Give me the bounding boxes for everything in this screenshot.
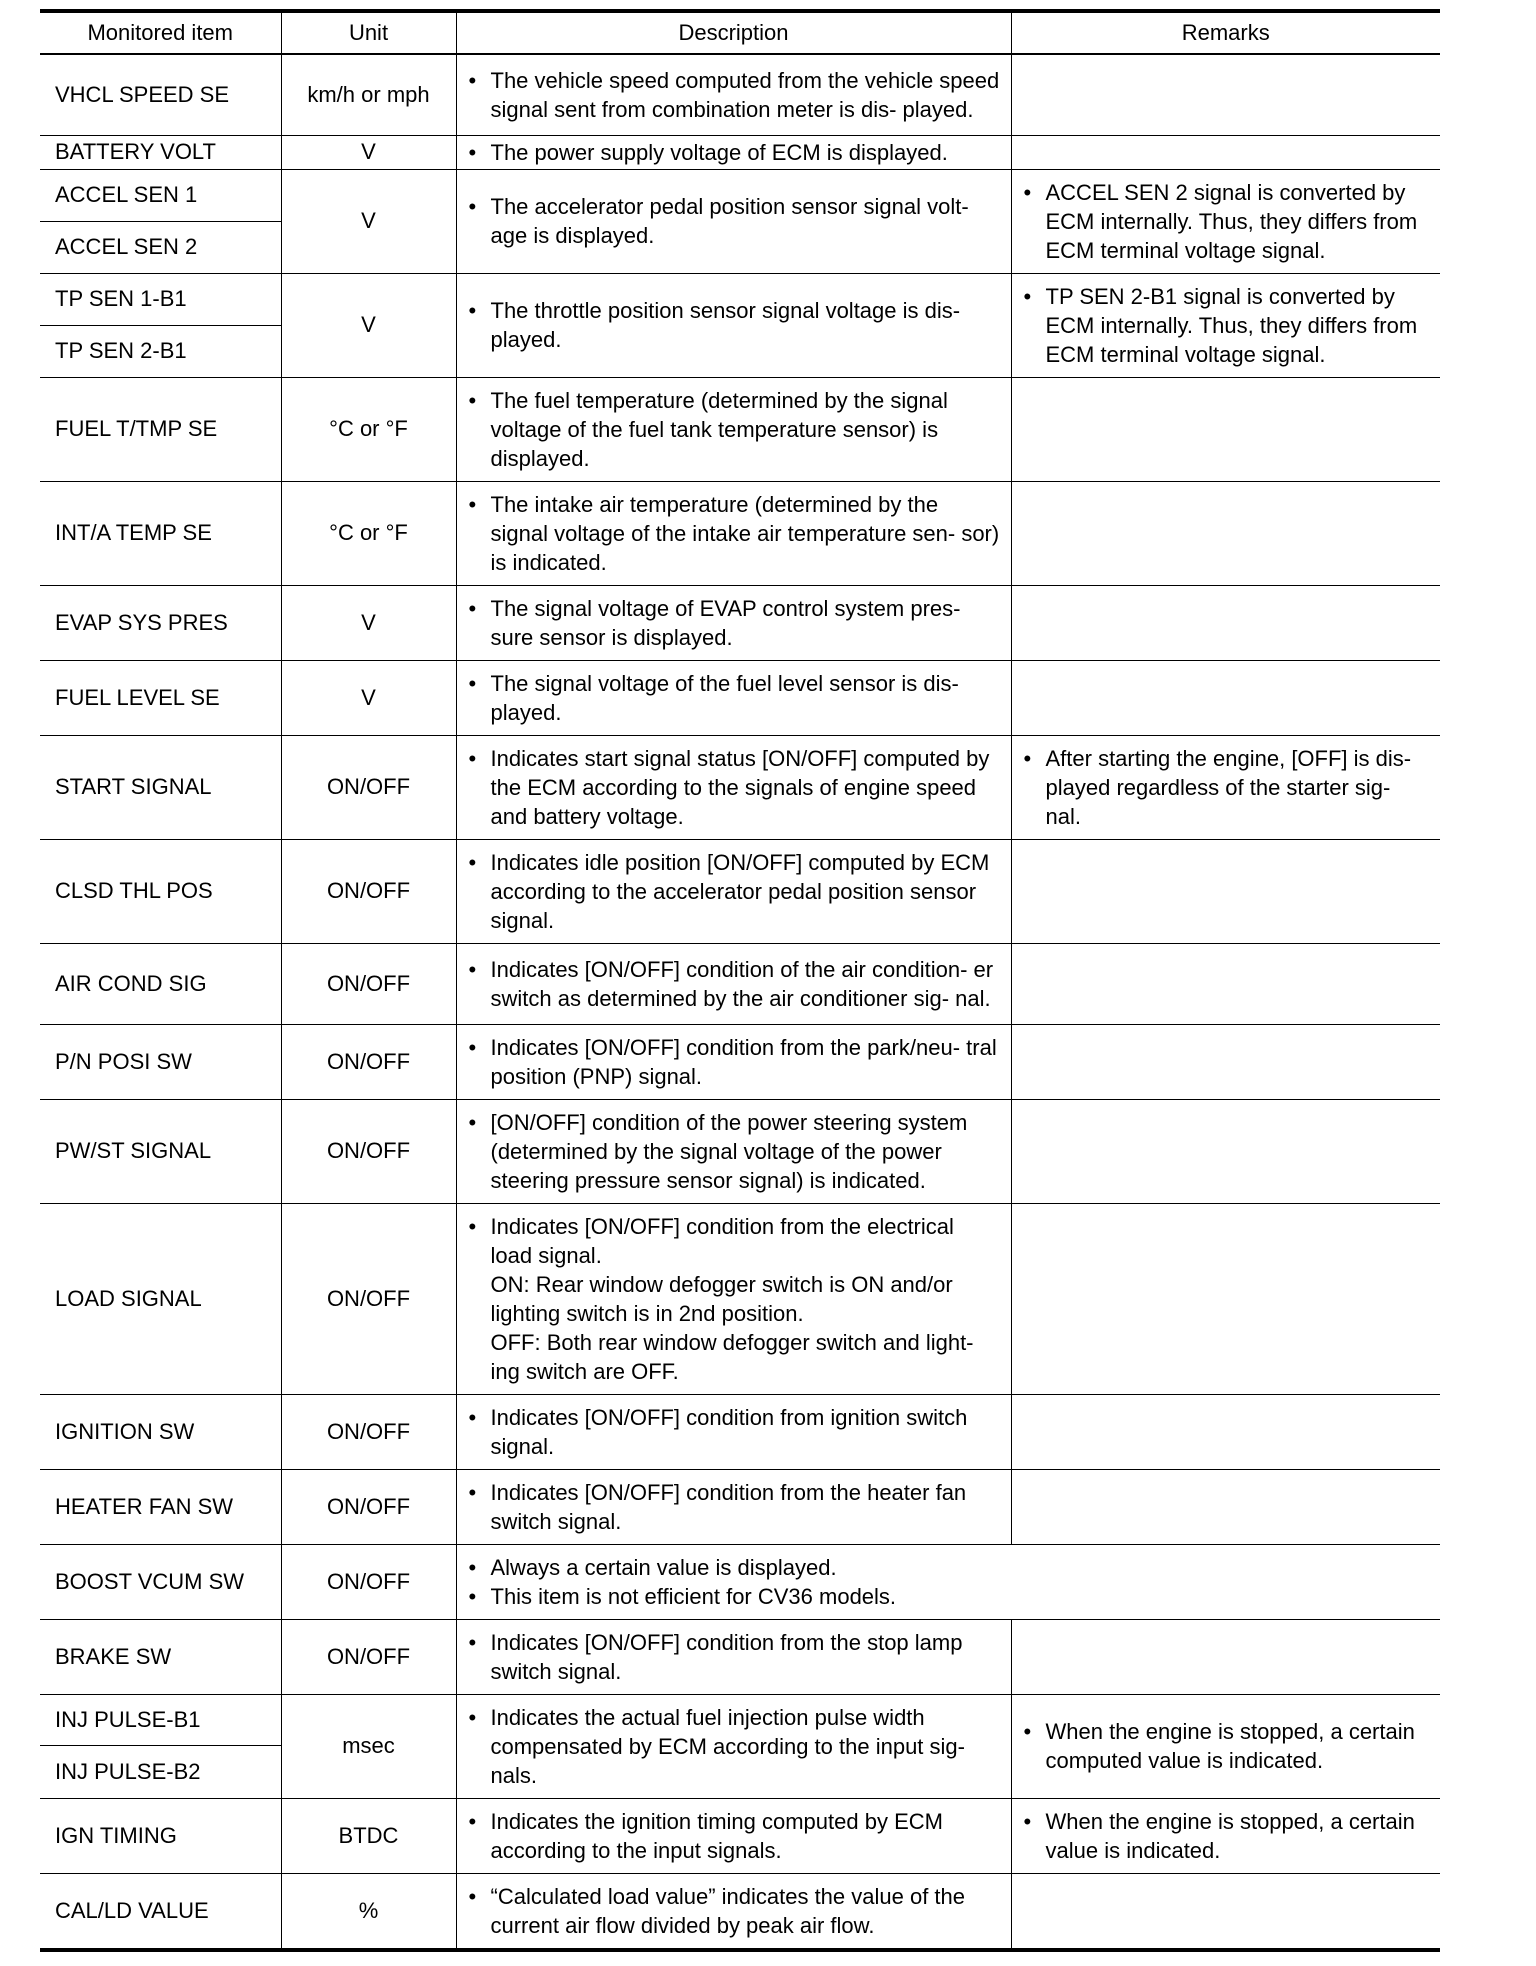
description-text <box>491 1212 1001 1386</box>
header-monitored-item: Monitored item <box>40 11 281 54</box>
header-row <box>40 11 1440 54</box>
item-cell: BOOST VCUM SW <box>40 1544 281 1619</box>
table-row <box>40 1544 1440 1619</box>
unit-cell: ON/OFF <box>281 943 456 1024</box>
item-cell: IGN TIMING <box>40 1798 281 1873</box>
header-unit: Unit <box>281 11 456 54</box>
bullet: • <box>1023 745 1032 771</box>
remarks-cell <box>1011 135 1440 169</box>
unit-cell: % <box>281 1873 456 1950</box>
table-row <box>40 135 1440 169</box>
item-cell: BRAKE SW <box>40 1619 281 1694</box>
table-row <box>40 481 1440 585</box>
item-cell: TP SEN 1-B1 <box>40 273 281 325</box>
description-main: Indicates [ON/OFF] condition from the electrical load signal. <box>490 1213 954 1268</box>
bullet: • <box>468 1704 477 1730</box>
monitor-item-table <box>40 9 1440 1952</box>
item-cell: FUEL T/TMP SE <box>40 377 281 481</box>
item-cell: CAL/LD VALUE <box>40 1873 281 1950</box>
item-cell: ACCEL SEN 1 <box>40 169 281 221</box>
bullet: • <box>468 1629 477 1655</box>
table-row <box>40 1099 1440 1203</box>
item-cell: P/N POSI SW <box>40 1024 281 1099</box>
item-cell: AIR COND SIG <box>40 943 281 1024</box>
table-row <box>40 839 1440 943</box>
description-cell <box>456 839 1011 943</box>
description-cell <box>456 1619 1011 1694</box>
remarks-cell <box>1011 1694 1440 1798</box>
bullet: • <box>468 670 477 696</box>
unit-cell: ON/OFF <box>281 1203 456 1394</box>
description-off-state: OFF: Both rear window defogger switch and light- ing switch are OFF. <box>490 1329 974 1384</box>
description-cell <box>456 1394 1011 1469</box>
description-text: “Calculated load value” indicates the value of the current air flow divided by peak air flow. <box>490 1883 966 1938</box>
description-cell <box>456 54 1011 135</box>
item-cell: CLSD THL POS <box>40 839 281 943</box>
unit-cell: V <box>281 585 456 660</box>
remarks-text: After starting the engine, [OFF] is dis- played regardless of the starter sig- nal. <box>1045 745 1412 829</box>
table-row <box>40 1619 1440 1694</box>
item-cell: INJ PULSE-B2 <box>40 1745 281 1798</box>
description-text: Indicates [ON/OFF] condition from the stop lamp switch signal. <box>490 1629 963 1684</box>
description-text: The intake air temperature (determined by the signal voltage of the intake air temperature sen- sor) is indicated. <box>490 491 1000 575</box>
description-cell <box>456 1798 1011 1873</box>
bullet: • <box>468 1213 477 1239</box>
description-text: Indicates the ignition timing computed by ECM according to the input signals. <box>490 1808 943 1863</box>
item-cell: EVAP SYS PRES <box>40 585 281 660</box>
description-cell <box>456 1203 1011 1394</box>
description-text: Indicates [ON/OFF] condition from the park/neu- tral position (PNP) signal. <box>490 1034 997 1089</box>
table-row <box>40 273 1440 325</box>
bullet: • <box>1023 179 1032 205</box>
bullet: • <box>468 298 477 323</box>
description-cell <box>456 135 1011 169</box>
description-text: The signal voltage of EVAP control system pres- sure sensor is displayed. <box>490 595 961 650</box>
bullet: • <box>468 1554 477 1580</box>
unit-cell: ON/OFF <box>281 1394 456 1469</box>
remarks-cell <box>1011 1873 1440 1950</box>
unit-cell: V <box>281 135 456 169</box>
bullet: • <box>468 67 477 93</box>
remarks-cell <box>1011 660 1440 735</box>
description-cell <box>456 585 1011 660</box>
table-row <box>40 585 1440 660</box>
bullet: • <box>468 745 477 771</box>
item-cell: START SIGNAL <box>40 735 281 839</box>
bullet: • <box>468 1109 477 1135</box>
remarks-cell <box>1011 1619 1440 1694</box>
remarks-text: TP SEN 2-B1 signal is converted by ECM internally. Thus, they differs from ECM terminal voltage signal. <box>1045 283 1418 367</box>
description-text: This item is not efficient for CV36 models. <box>490 1583 897 1609</box>
description-text: Indicates [ON/OFF] condition from the heater fan switch signal. <box>490 1479 967 1534</box>
bullet: • <box>468 1479 477 1505</box>
bullet: • <box>468 139 477 165</box>
description-text: The fuel temperature (determined by the signal voltage of the fuel tank temperature sensor) is displayed. <box>490 387 948 471</box>
description-cell <box>456 273 1011 377</box>
bullet: • <box>1023 1808 1032 1834</box>
bullet: • <box>468 1808 477 1834</box>
unit-cell: ON/OFF <box>281 839 456 943</box>
remarks-cell <box>1011 943 1440 1024</box>
description-cell <box>456 735 1011 839</box>
unit-cell: ON/OFF <box>281 1099 456 1203</box>
bullet: • <box>468 1883 477 1909</box>
unit-cell: ON/OFF <box>281 1544 456 1619</box>
remarks-cell <box>1011 1099 1440 1203</box>
description-cell <box>456 1099 1011 1203</box>
bullet: • <box>1023 283 1032 309</box>
table-row <box>40 169 1440 221</box>
item-cell: INJ PULSE-B1 <box>40 1694 281 1745</box>
description-text: The power supply voltage of ECM is displayed. <box>490 139 948 165</box>
header-remarks: Remarks <box>1011 11 1440 54</box>
remarks-cell <box>1011 1469 1440 1544</box>
description-text: Indicates start signal status [ON/OFF] computed by the ECM according to the signals of engine speed and battery voltage. <box>490 745 990 829</box>
item-cell: ACCEL SEN 2 <box>40 221 281 273</box>
description-cell <box>456 1694 1011 1798</box>
table-row <box>40 1694 1440 1745</box>
item-cell: HEATER FAN SW <box>40 1469 281 1544</box>
table-row <box>40 1798 1440 1873</box>
remarks-cell <box>1011 273 1440 377</box>
description-cell <box>456 660 1011 735</box>
bullet: • <box>468 387 477 413</box>
bullet: • <box>468 194 477 219</box>
description-text: Indicates idle position [ON/OFF] computed by ECM according to the accelerator pedal position sensor signal. <box>490 849 990 933</box>
unit-cell: msec <box>281 1694 456 1798</box>
table-row <box>40 735 1440 839</box>
description-text: Indicates [ON/OFF] condition from ignition switch signal. <box>490 1404 968 1459</box>
remarks-cell <box>1011 1394 1440 1469</box>
bullet: • <box>468 1034 477 1060</box>
remarks-cell <box>1011 54 1440 135</box>
table-row <box>40 54 1440 135</box>
bullet: • <box>468 849 477 875</box>
description-cell <box>456 481 1011 585</box>
table-row <box>40 1203 1440 1394</box>
remarks-text: When the engine is stopped, a certain value is indicated. <box>1045 1808 1415 1863</box>
remarks-cell <box>1011 1024 1440 1099</box>
remarks-cell <box>1011 377 1440 481</box>
table-row <box>40 377 1440 481</box>
description-text: Indicates [ON/OFF] condition of the air condition- er switch as determined by the air conditioner sig- nal. <box>490 956 994 1011</box>
description-text: Indicates the actual fuel injection pulse width compensated by ECM according to the input sig- nals. <box>490 1704 965 1788</box>
description-cell <box>456 169 1011 273</box>
description-cell <box>456 1873 1011 1950</box>
unit-cell: ON/OFF <box>281 1024 456 1099</box>
description-cell <box>456 1024 1011 1099</box>
description-text: The accelerator pedal position sensor signal volt- age is displayed. <box>490 194 969 248</box>
table-row <box>40 1394 1440 1469</box>
unit-cell: ON/OFF <box>281 735 456 839</box>
item-cell: IGNITION SW <box>40 1394 281 1469</box>
item-cell: INT/A TEMP SE <box>40 481 281 585</box>
description-text: [ON/OFF] condition of the power steering system (determined by the signal voltage of the power steering pressure sensor signal) is indicated. <box>490 1109 968 1193</box>
remarks-text: ACCEL SEN 2 signal is converted by ECM internally. Thus, they differs from ECM terminal voltage signal. <box>1045 179 1418 263</box>
item-cell: LOAD SIGNAL <box>40 1203 281 1394</box>
table-row <box>40 943 1440 1024</box>
unit-cell: ON/OFF <box>281 1469 456 1544</box>
description-cell <box>456 943 1011 1024</box>
unit-cell: km/h or mph <box>281 54 456 135</box>
header-description: Description <box>456 11 1011 54</box>
table-row <box>40 1873 1440 1950</box>
remarks-cell <box>1011 1798 1440 1873</box>
bullet: • <box>468 1404 477 1430</box>
unit-cell: V <box>281 660 456 735</box>
bullet: • <box>468 595 477 621</box>
bullet: • <box>468 491 477 517</box>
item-cell: VHCL SPEED SE <box>40 54 281 135</box>
unit-cell: V <box>281 273 456 377</box>
remarks-cell <box>1011 839 1440 943</box>
remarks-cell <box>1011 585 1440 660</box>
bullet: • <box>468 956 477 982</box>
unit-cell: °C or °F <box>281 377 456 481</box>
remarks-cell <box>1011 1203 1440 1394</box>
item-cell: PW/ST SIGNAL <box>40 1099 281 1203</box>
description-on-state: ON: Rear window defogger switch is ON and/or lighting switch is in 2nd position. <box>490 1271 953 1326</box>
table-row <box>40 1469 1440 1544</box>
remarks-text: When the engine is stopped, a certain computed value is indicated. <box>1045 1719 1415 1773</box>
unit-cell: BTDC <box>281 1798 456 1873</box>
unit-cell: V <box>281 169 456 273</box>
description-cell <box>456 1544 1440 1619</box>
bullet: • <box>1023 1719 1032 1744</box>
remarks-cell <box>1011 481 1440 585</box>
description-cell <box>456 1469 1011 1544</box>
item-cell: TP SEN 2-B1 <box>40 325 281 377</box>
remarks-cell <box>1011 169 1440 273</box>
item-cell: FUEL LEVEL SE <box>40 660 281 735</box>
table-row <box>40 660 1440 735</box>
description-text: The signal voltage of the fuel level sensor is dis- played. <box>490 670 959 725</box>
description-cell <box>456 377 1011 481</box>
table-row <box>40 1024 1440 1099</box>
item-cell: BATTERY VOLT <box>40 135 281 169</box>
remarks-cell <box>1011 735 1440 839</box>
description-text: Always a certain value is displayed. <box>490 1554 837 1580</box>
unit-cell: ON/OFF <box>281 1619 456 1694</box>
description-text: The throttle position sensor signal voltage is dis- played. <box>490 298 961 352</box>
bullet: • <box>468 1583 477 1609</box>
unit-cell: °C or °F <box>281 481 456 585</box>
description-text: The vehicle speed computed from the vehicle speed signal sent from combination meter is dis- played. <box>490 67 1000 122</box>
